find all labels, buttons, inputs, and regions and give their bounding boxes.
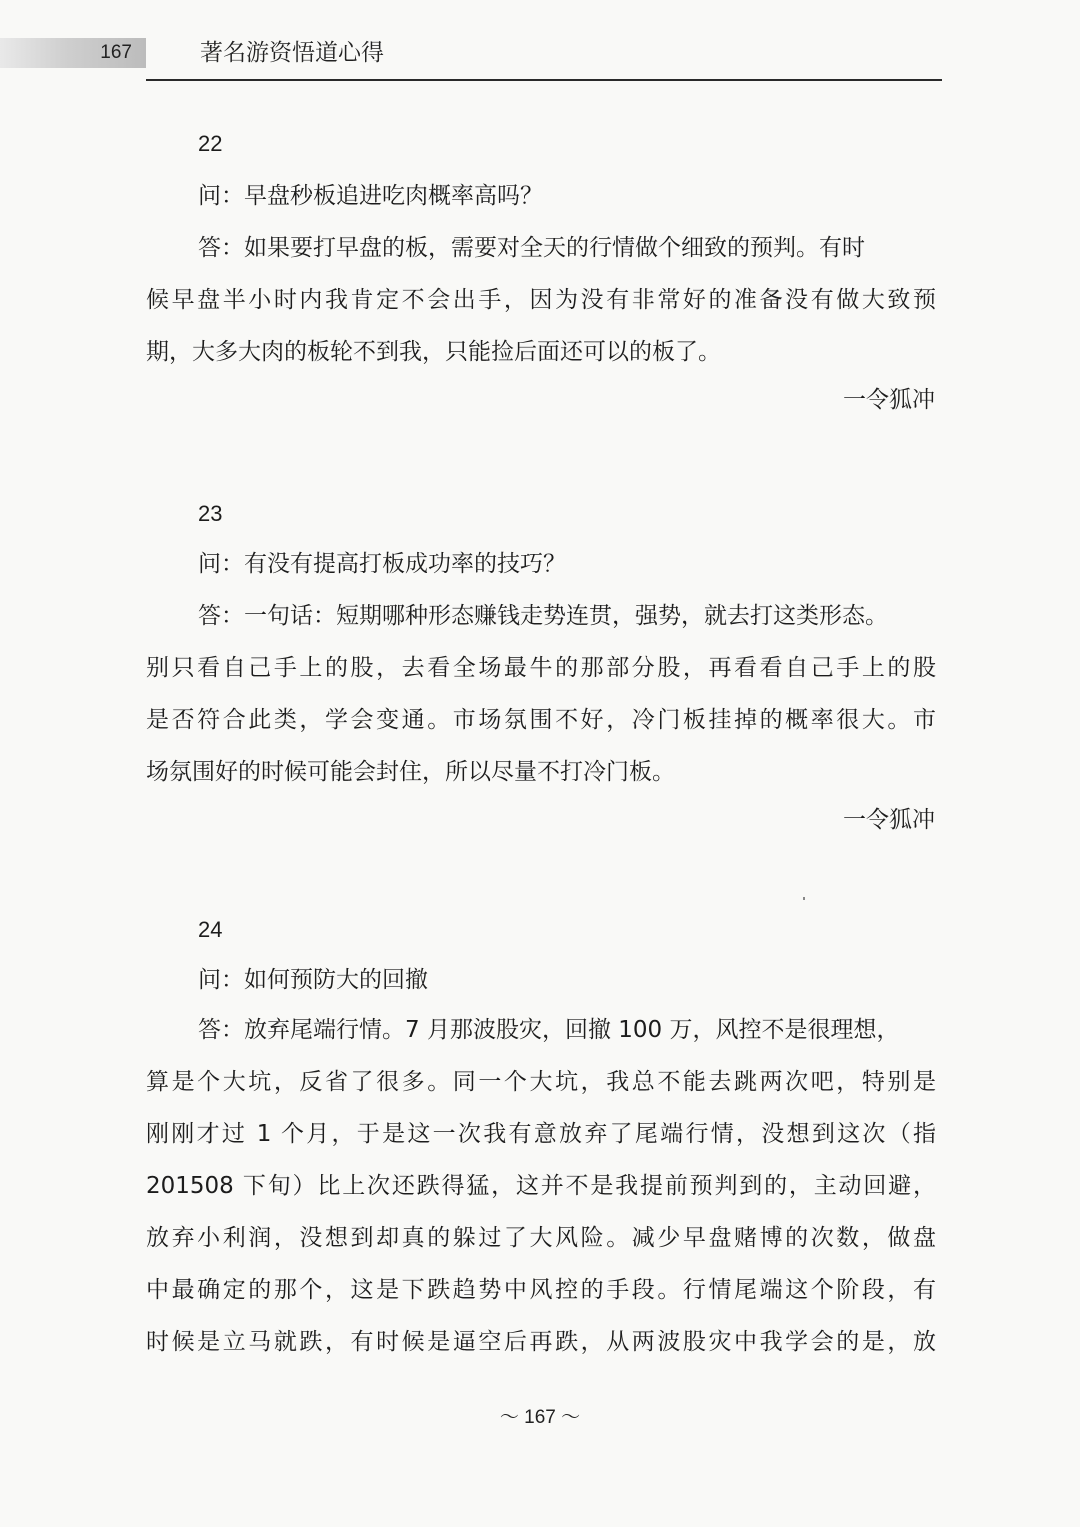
- answer-line: 算是个大坑，反省了很多。同一个大坑，我总不能去跳两次吧，特别是: [146, 1069, 936, 1095]
- answer-line: 答：如果要打早盘的板，需要对全天的行情做个细致的预判。有时: [198, 235, 865, 261]
- signature: 一令狐冲: [843, 387, 935, 413]
- question-text: 问：早盘秒板追进吃肉概率高吗？: [198, 183, 543, 209]
- answer-line: 时候是立马就跌，有时候是逼空后再跌，从两波股灾中我学会的是，放: [146, 1329, 936, 1355]
- footer-page-number: ～ 167 ～: [499, 1407, 581, 1428]
- signature: 一令狐冲: [843, 807, 935, 833]
- section-number: 22: [198, 131, 223, 156]
- header-rule: [146, 79, 942, 81]
- answer-line: 别只看自己手上的股，去看全场最牛的那部分股，再看看自己手上的股: [146, 655, 936, 681]
- answer-line: 期，大多大肉的板轮不到我，只能捡后面还可以的板了。: [146, 339, 721, 365]
- answer-line: 中最确定的那个，这是下跌趋势中风控的手段。行情尾端这个阶段，有: [146, 1277, 936, 1303]
- answer-line: 场氛围好的时候可能会封住，所以尽量不打冷门板。: [146, 759, 675, 785]
- scan-speck: [803, 897, 805, 900]
- header-page-number: 167: [100, 42, 132, 63]
- answer-line: 答：放弃尾端行情。7 月那波股灾，回撤 100 万，风控不是很理想，: [198, 1017, 900, 1043]
- question-text: 问：有没有提高打板成功率的技巧？: [198, 551, 566, 577]
- section-number: 23: [198, 501, 223, 526]
- answer-line: 刚刚才过 1 个月，于是这一次我有意放弃了尾端行情，没想到这次（指: [146, 1121, 936, 1147]
- page-number-tab: [0, 38, 146, 68]
- answer-line: 201508 下旬）比上次还跌得猛，这并不是我提前预判到的，主动回避，: [146, 1173, 936, 1199]
- answer-line: 放弃小利润，没想到却真的躲过了大风险。减少早盘赌博的次数，做盘: [146, 1225, 936, 1251]
- header-title: 著名游资悟道心得: [200, 40, 384, 66]
- answer-line: 是否符合此类，学会变通。市场氛围不好，冷门板挂掉的概率很大。市: [146, 707, 936, 733]
- section-number: 24: [198, 917, 223, 942]
- question-text: 问：如何预防大的回撤: [198, 967, 428, 993]
- answer-line: 候早盘半小时内我肯定不会出手，因为没有非常好的准备没有做大致预: [146, 287, 936, 313]
- answer-line: 答：一句话：短期哪种形态赚钱走势连贯，强势，就去打这类形态。: [198, 603, 888, 629]
